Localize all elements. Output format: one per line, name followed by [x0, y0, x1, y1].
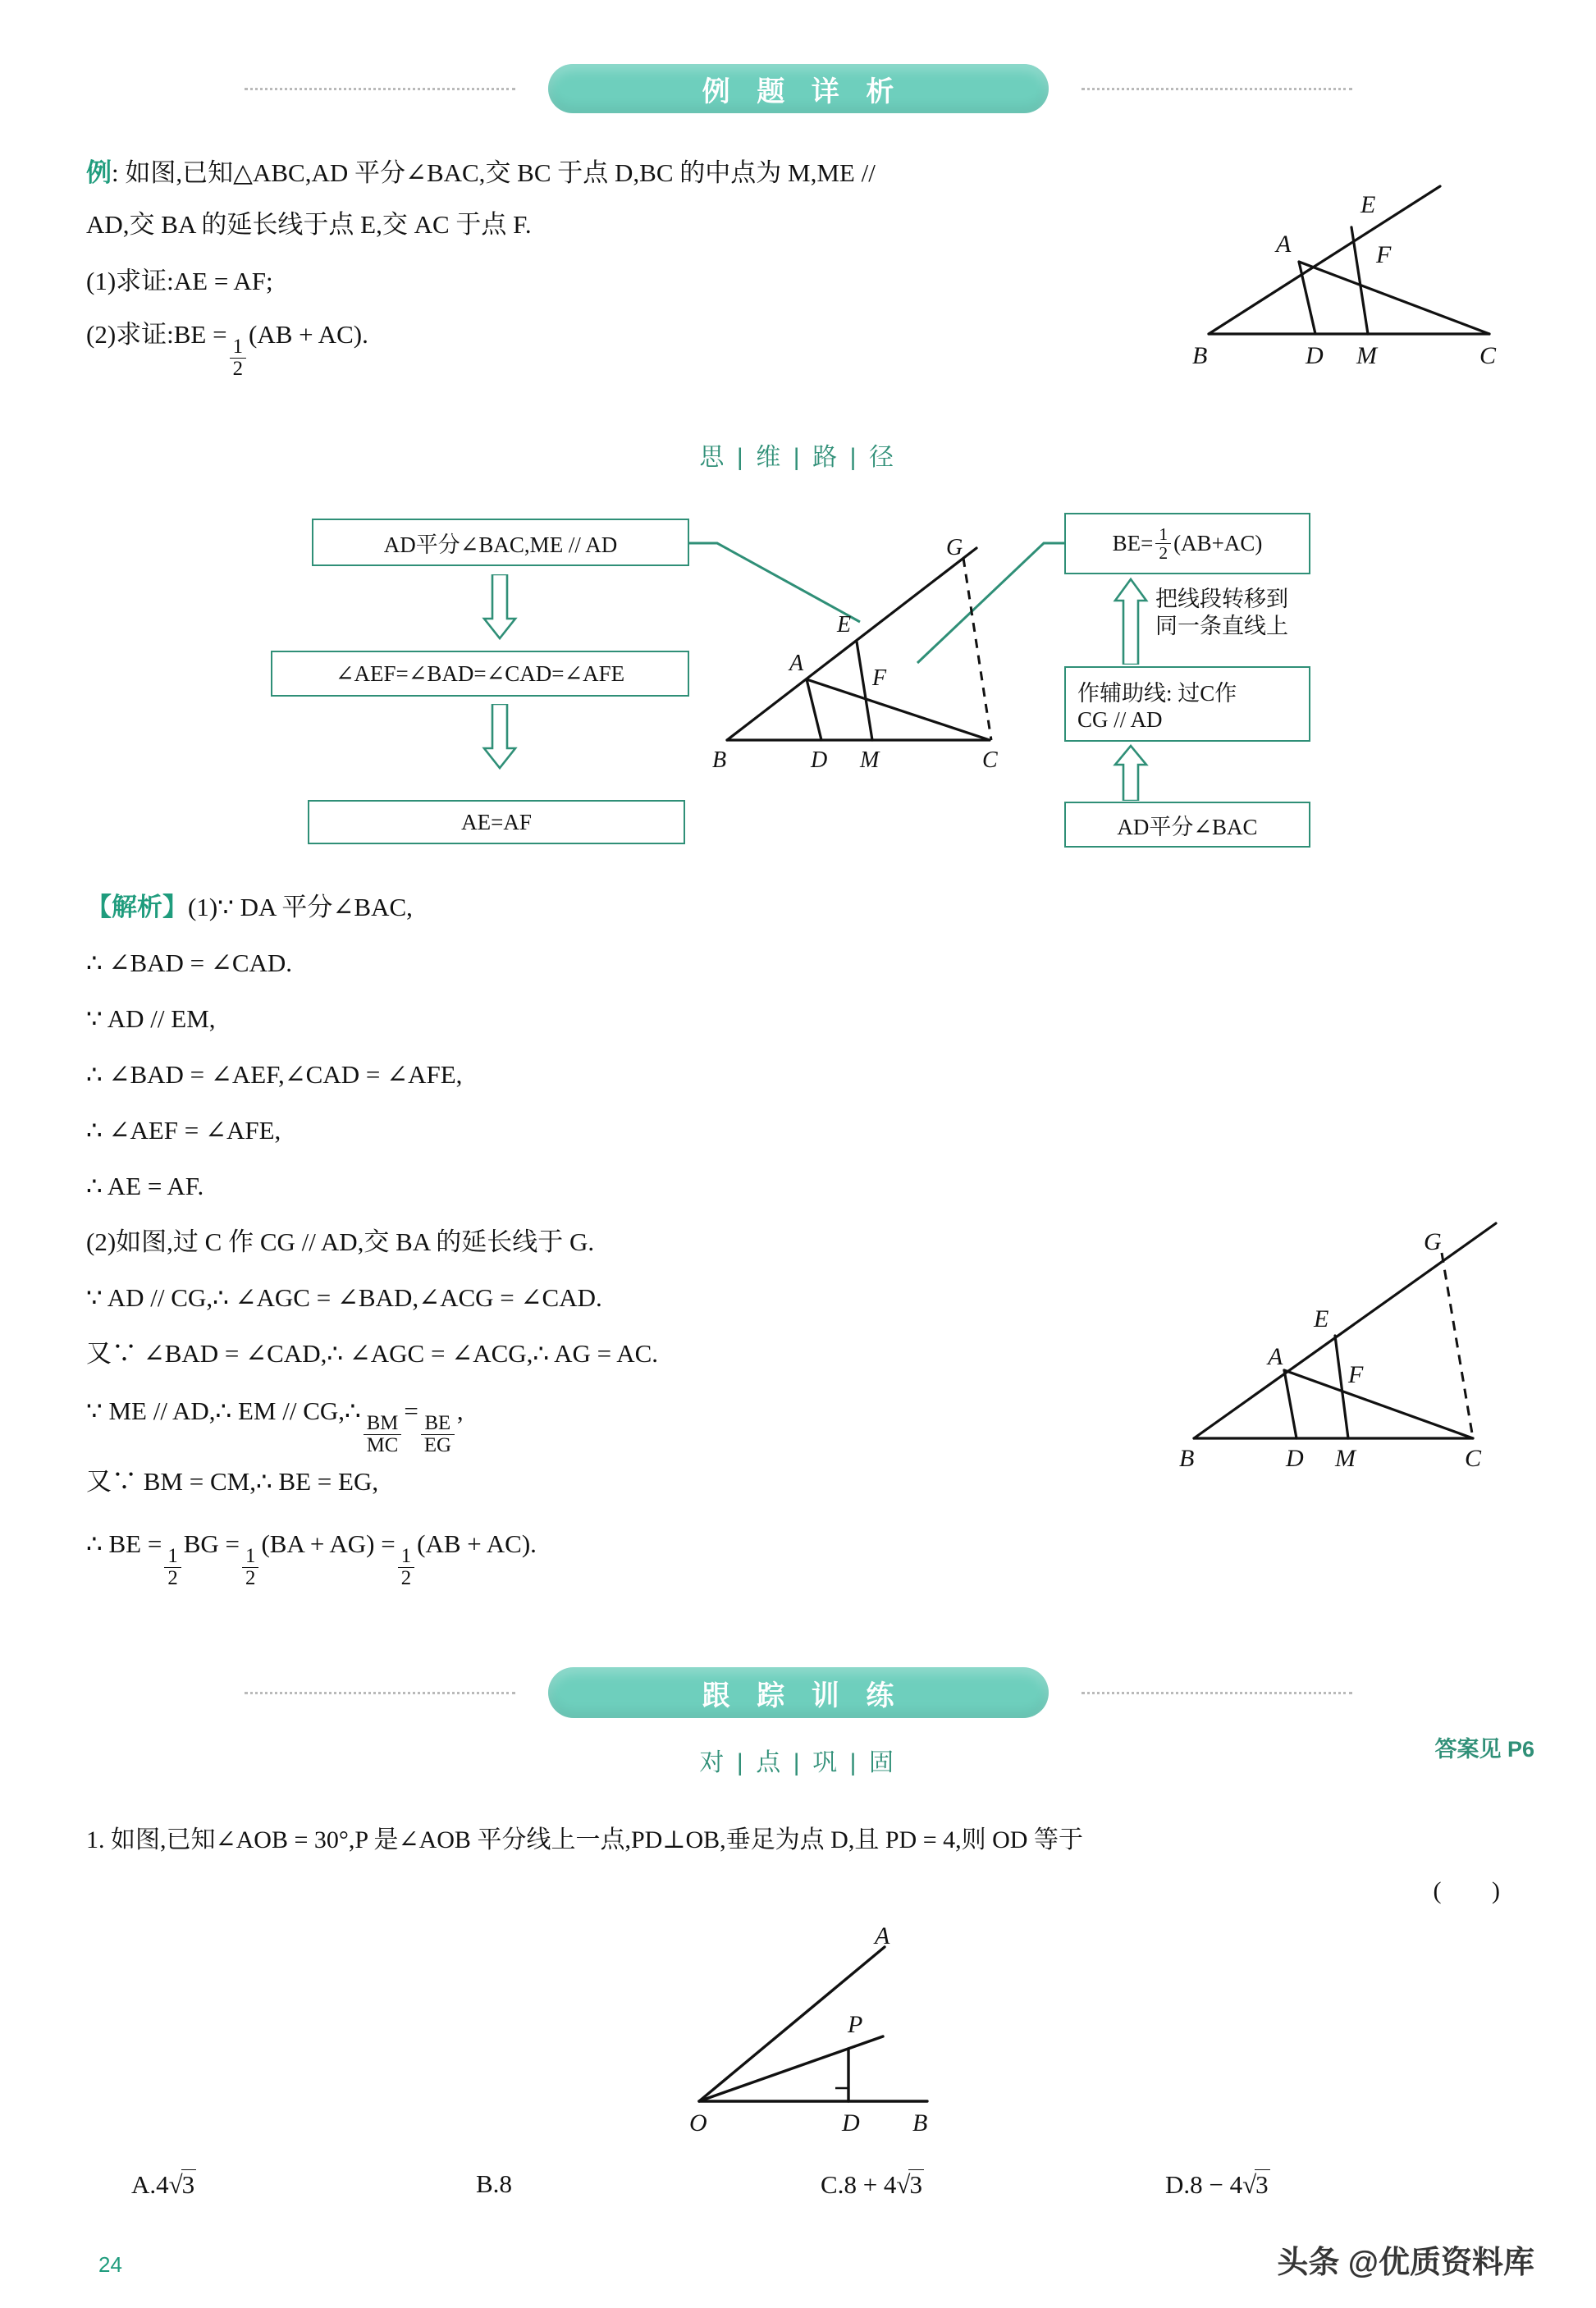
flow-box-left-3: AE=AF	[308, 800, 685, 844]
question-1-text: 1. 如图,已知∠AOB = 30°,P 是∠AOB 平分线上一点,PD⊥OB,垂足为点 D,且 PD = 4,则 OD 等于	[86, 1826, 1083, 1853]
figure3-label-D: D	[1286, 1445, 1304, 1472]
solution-line-ratio	[86, 1398, 464, 1456]
figure3-label-C: C	[1465, 1445, 1482, 1472]
radical-sign: √	[1242, 2170, 1257, 2199]
figure2-label-B: B	[712, 747, 727, 771]
choice-A[interactable]	[131, 2169, 196, 2200]
figure1-label-F: F	[1376, 241, 1392, 268]
figure3-label-B: B	[1179, 1445, 1195, 1472]
choice-C-value: 8 + 4	[844, 2170, 897, 2199]
final-mid-2: (BA + AG) =	[261, 1529, 396, 1558]
fraction-numerator: BE	[421, 1413, 455, 1434]
figure-4-angle-aob	[681, 1924, 1001, 2150]
fraction-denominator: MC	[366, 1433, 399, 1456]
figure2-label-A: A	[789, 651, 804, 676]
solution-line-3: ∵ AD // EM,	[86, 1004, 216, 1033]
solution-line-1-text: (1)∵ DA 平分∠BAC,	[188, 893, 413, 921]
flow-box-left-2: ∠AEF=∠BAD=∠CAD=∠AFE	[271, 651, 689, 697]
example-part2-fraction	[230, 336, 246, 379]
banner-rule-left	[245, 88, 515, 90]
choice-B-key: B.	[476, 2169, 500, 2198]
practice-banner: 跟 踪 训 练	[548, 1667, 1049, 1718]
ratio-tail: ,	[456, 1396, 464, 1425]
fraction-numerator: 1	[398, 1546, 414, 1567]
example-line-1	[86, 160, 876, 185]
solution-line-4: ∴ ∠BAD = ∠AEF,∠CAD = ∠AFE,	[86, 1060, 463, 1089]
figure1-label-D: D	[1306, 342, 1324, 369]
figure1-label-B: B	[1192, 342, 1208, 369]
figure4-label-B: B	[912, 2109, 928, 2137]
question-1-answer-blank[interactable]: ( )	[1433, 1877, 1522, 1904]
consolidate-subtitle: 对 | 点 | 巩 | 固	[699, 1749, 897, 1776]
flow-arrow-left-2	[481, 704, 519, 771]
fraction-denominator: 2	[167, 1566, 178, 1589]
figure3-label-M: M	[1335, 1445, 1356, 1472]
figure1-label-M: M	[1356, 342, 1377, 369]
final-fraction-1	[164, 1546, 181, 1588]
ratio-equals: =	[404, 1396, 418, 1425]
final-pre: ∴ BE =	[86, 1529, 162, 1558]
flow-box-right-3: AD平分∠BAC	[1064, 802, 1310, 848]
solution-final-line	[86, 1531, 537, 1588]
example-banner: 例 题 详 析	[548, 64, 1049, 113]
fraction-denominator: 2	[245, 1566, 256, 1589]
choice-D-radicand: 3	[1255, 2170, 1269, 2199]
fraction-numerator: 1	[164, 1546, 181, 1567]
solution-line-6: ∴ AE = AF.	[86, 1172, 204, 1200]
radical-sign: √	[896, 2170, 911, 2199]
solution-line-1	[86, 894, 413, 920]
solution-line-7: (2)如图,过 C 作 CG // AD,交 BA 的延长线于 G.	[86, 1227, 595, 1256]
ratio-fraction-bm-mc	[364, 1413, 402, 1456]
choice-B-value: 8	[499, 2169, 512, 2198]
fraction-numerator: 1	[230, 336, 246, 358]
choice-C-radicand: 3	[909, 2170, 922, 2199]
fraction-denominator: 2	[1159, 543, 1168, 563]
flow-box-left-1: AD平分∠BAC,ME // AD	[312, 519, 689, 566]
figure3-label-F: F	[1348, 1361, 1364, 1388]
example-line-2: AD,交 BA 的延长线于点 E,交 AC 于点 F.	[86, 210, 532, 239]
solution-ratio-pre: ∵ ME // AD,∴ EM // CG,∴	[86, 1396, 361, 1425]
fraction-denominator: 2	[232, 357, 244, 380]
choice-D-key: D.	[1165, 2170, 1191, 2199]
example-line-1-text: : 如图,已知△ABC,AD 平分∠BAC,交 BC 于点 D,BC 的中点为 M,ME //	[112, 158, 876, 187]
flow-arrow-right-2	[1112, 743, 1150, 801]
final-tail: (AB + AC).	[417, 1529, 537, 1558]
flow-box-right-1	[1064, 513, 1310, 574]
final-mid-1: BG =	[183, 1529, 240, 1558]
choice-C[interactable]	[821, 2169, 924, 2200]
choice-B[interactable]	[476, 2169, 512, 2199]
flow-arrow-right-1	[1112, 576, 1150, 665]
solution-tag: 【解析】	[86, 893, 188, 921]
solution-line-bm: 又∵ BM = CM,∴ BE = EG,	[86, 1467, 379, 1496]
flow-box-right-2-line1: 作辅助线: 过C作	[1077, 681, 1237, 706]
example-part2	[86, 322, 368, 379]
solution-line-8: ∵ AD // CG,∴ ∠AGC = ∠BAD,∠ACG = ∠CAD.	[86, 1283, 602, 1312]
figure3-label-E: E	[1314, 1305, 1329, 1332]
practice-rule-left	[245, 1692, 515, 1694]
final-fraction-3	[398, 1546, 414, 1588]
figure2-label-M: M	[860, 747, 880, 771]
figure4-label-A: A	[875, 1924, 890, 1949]
fraction-numerator: 1	[242, 1546, 258, 1567]
solution-line-9: 又∵ ∠BAD = ∠CAD,∴ ∠AGC = ∠ACG,∴ AG = AC.	[86, 1339, 659, 1368]
figure3-label-G: G	[1424, 1228, 1442, 1255]
answer-reference: 答案见 P6	[1434, 1737, 1534, 1762]
radical-sign: √	[168, 2170, 183, 2199]
flow-label-transfer	[1155, 586, 1288, 640]
flow-box-right-2	[1064, 666, 1310, 742]
fraction-denominator: EG	[423, 1433, 451, 1456]
figure-2-triangle-with-G	[706, 533, 1034, 771]
choice-A-radicand: 3	[181, 2170, 195, 2199]
ratio-fraction-be-eg	[421, 1413, 455, 1456]
choice-D-value: 8 − 4	[1190, 2170, 1243, 2199]
flow-label-transfer-line2: 同一条直线上	[1155, 613, 1288, 638]
choice-A-key: A.	[131, 2170, 157, 2199]
flow-arrow-left-1	[481, 574, 519, 642]
figure2-label-E: E	[837, 612, 852, 638]
example-part2-post: (AB + AC).	[249, 320, 368, 349]
figure1-label-E: E	[1360, 191, 1376, 218]
example-banner-row	[0, 64, 1596, 113]
choice-A-value: 4	[156, 2170, 169, 2199]
page-number: 24	[98, 2252, 122, 2277]
example-part2-pre: (2)求证:BE =	[86, 320, 227, 349]
final-fraction-2	[242, 1546, 258, 1588]
banner-rule-right	[1082, 88, 1352, 90]
solution-line-2: ∴ ∠BAD = ∠CAD.	[86, 948, 293, 977]
thinking-path-subtitle: 思 | 维 | 路 | 径	[699, 444, 897, 471]
figure2-label-D: D	[811, 747, 828, 771]
figure1-label-A: A	[1276, 231, 1292, 258]
practice-banner-row	[0, 1667, 1596, 1718]
watermark-text: 头条 @优质资料库	[1277, 2246, 1534, 2280]
figure3-label-A: A	[1268, 1343, 1283, 1370]
example-lead-label: 例	[86, 158, 112, 187]
figure-1-triangle-abc	[1169, 176, 1514, 382]
figure2-label-C: C	[982, 747, 998, 771]
example-part1: (1)求证:AE = AF;	[86, 267, 273, 295]
figure4-label-P: P	[848, 2011, 863, 2038]
flow-box-right-1-pre: BE=	[1112, 531, 1154, 555]
fraction-numerator: 1	[1155, 525, 1171, 544]
figure1-label-C: C	[1479, 342, 1497, 369]
fraction-numerator: BM	[364, 1413, 402, 1434]
figure4-label-D: D	[842, 2109, 860, 2137]
figure4-label-O: O	[689, 2109, 707, 2137]
fraction-denominator: 2	[400, 1566, 412, 1589]
choice-C-key: C.	[821, 2170, 844, 2199]
figure-3-triangle-with-CG	[1153, 1218, 1539, 1497]
flow-label-transfer-line1: 把线段转移到	[1155, 587, 1288, 611]
solution-line-5: ∴ ∠AEF = ∠AFE,	[86, 1116, 281, 1145]
practice-rule-right	[1082, 1692, 1352, 1694]
flow-box-right-1-fraction	[1155, 525, 1171, 562]
flow-box-right-2-line2: CG // AD	[1077, 707, 1163, 732]
choice-D[interactable]	[1165, 2169, 1270, 2200]
figure2-label-F: F	[872, 665, 887, 691]
flow-box-right-1-post: (AB+AC)	[1173, 531, 1263, 555]
figure2-label-G: G	[946, 535, 963, 560]
